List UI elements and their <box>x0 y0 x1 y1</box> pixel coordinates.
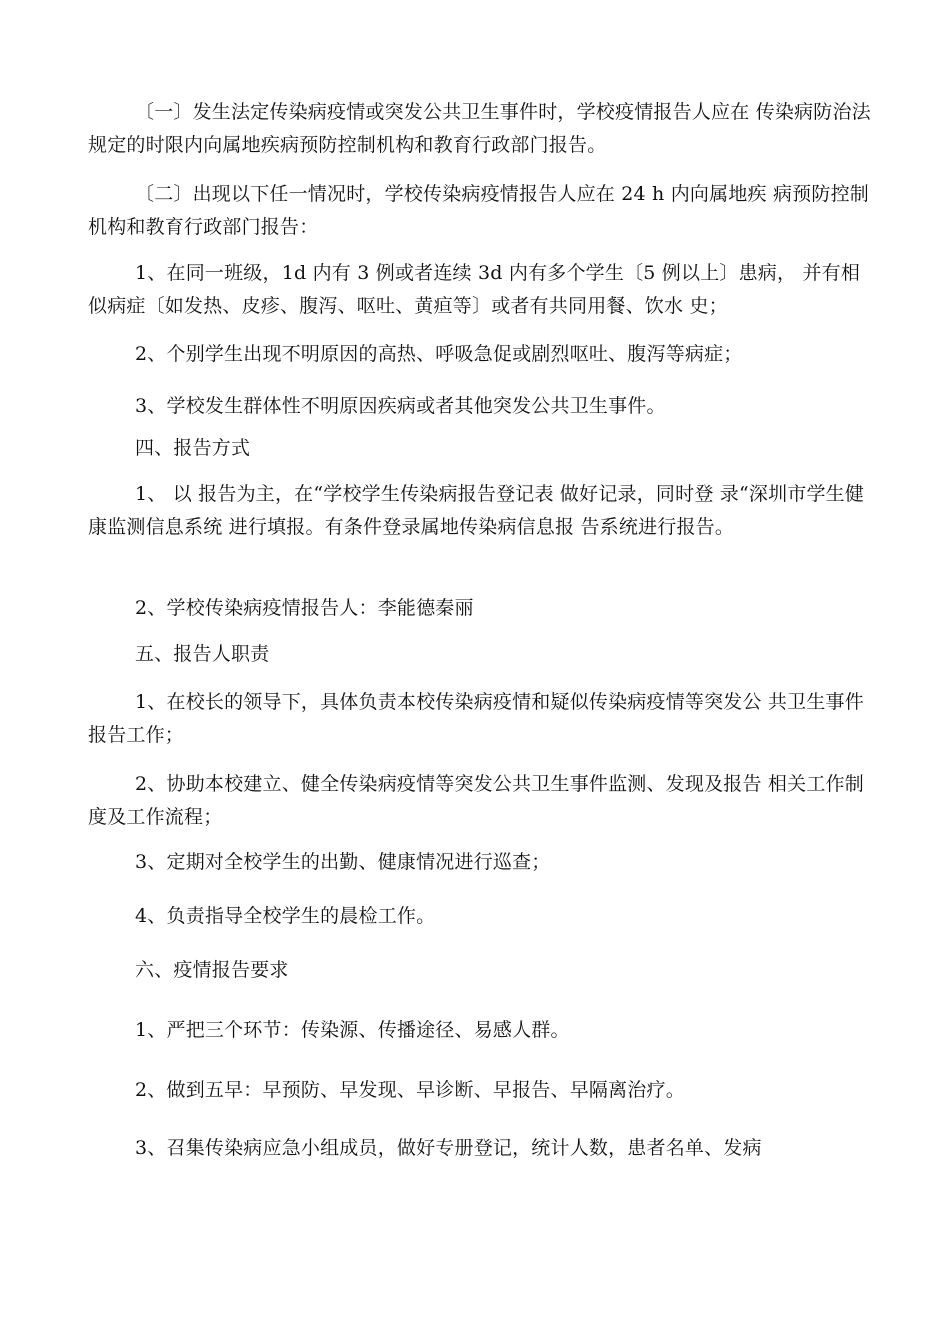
paragraph-duty-inspection: 3、定期对全校学生的出勤、健康情况进行巡查； <box>135 851 551 873</box>
paragraph-report-24h-conditions: 〔二〕出现以下任一情况时，学校传染病疫情报告人应在 24 h 内向属地疾 病预防控制机构和教育行政部门报告： <box>88 183 869 238</box>
section-heading-reporter-duties: 五、报告人职责 <box>135 643 270 665</box>
paragraph-condition-public-health-event: 3、学校发生群体性不明原因疾病或者其他突发公共卫生事件。 <box>135 395 666 417</box>
paragraph-report-legal-epidemic: 〔一〕发生法定传染病疫情或突发公共卫生事件时，学校疫情报告人应在 传染病防治法规定的时限内向属地疾病预防控制机构和教育行政部门报告。 <box>88 101 871 156</box>
paragraph-condition-class-cases: 1、在同一班级，1d 内有 3 例或者连续 3d 内有多个学生〔5 例以上〕患病， 并有相似病症〔如发热、皮疹、腹泻、呕吐、黄疸等〕或者有共同用餐、饮水 史； <box>88 262 861 317</box>
paragraph-requirement-three-links: 1、严把三个环节：传染源、传播途径、易感人群。 <box>135 1019 570 1041</box>
section-heading-report-method: 四、报告方式 <box>135 437 251 459</box>
paragraph-condition-unexplained-symptoms: 2、个别学生出现不明原因的高热、呼吸急促或剧烈呕吐、腹泻等病症； <box>135 343 743 365</box>
paragraph-duty-morning-check: 4、负责指导全校学生的晨检工作。 <box>135 905 436 927</box>
paragraph-reporters: 2、学校传染病疫情报告人：李能德秦丽 <box>135 597 474 619</box>
paragraph-duty-reporting: 1、在校长的领导下，具体负责本校传染病疫情和疑似传染病疫情等突发公 共卫生事件报告工作； <box>88 691 864 746</box>
paragraph-requirement-emergency-team: 3、召集传染病应急小组成员，做好专册登记，统计人数，患者名单、发病 <box>135 1137 762 1159</box>
section-heading-report-requirements: 六、疫情报告要求 <box>135 959 289 981</box>
paragraph-duty-systems: 2、协助本校建立、健全传染病疫情等突发公共卫生事件监测、发现及报告 相关工作制度及工作流程； <box>88 773 864 828</box>
paragraph-requirement-five-early: 2、做到五早：早预防、早发现、早诊断、早报告、早隔离治疗。 <box>135 1079 685 1101</box>
paragraph-report-method-details: 1、 以 报告为主，在“学校学生传染病报告登记表 做好记录，同时登 录“深圳市学生健康监测信息系统 进行填报。有条件登录属地传染病信息报 告系统进行报告。 <box>88 483 865 538</box>
